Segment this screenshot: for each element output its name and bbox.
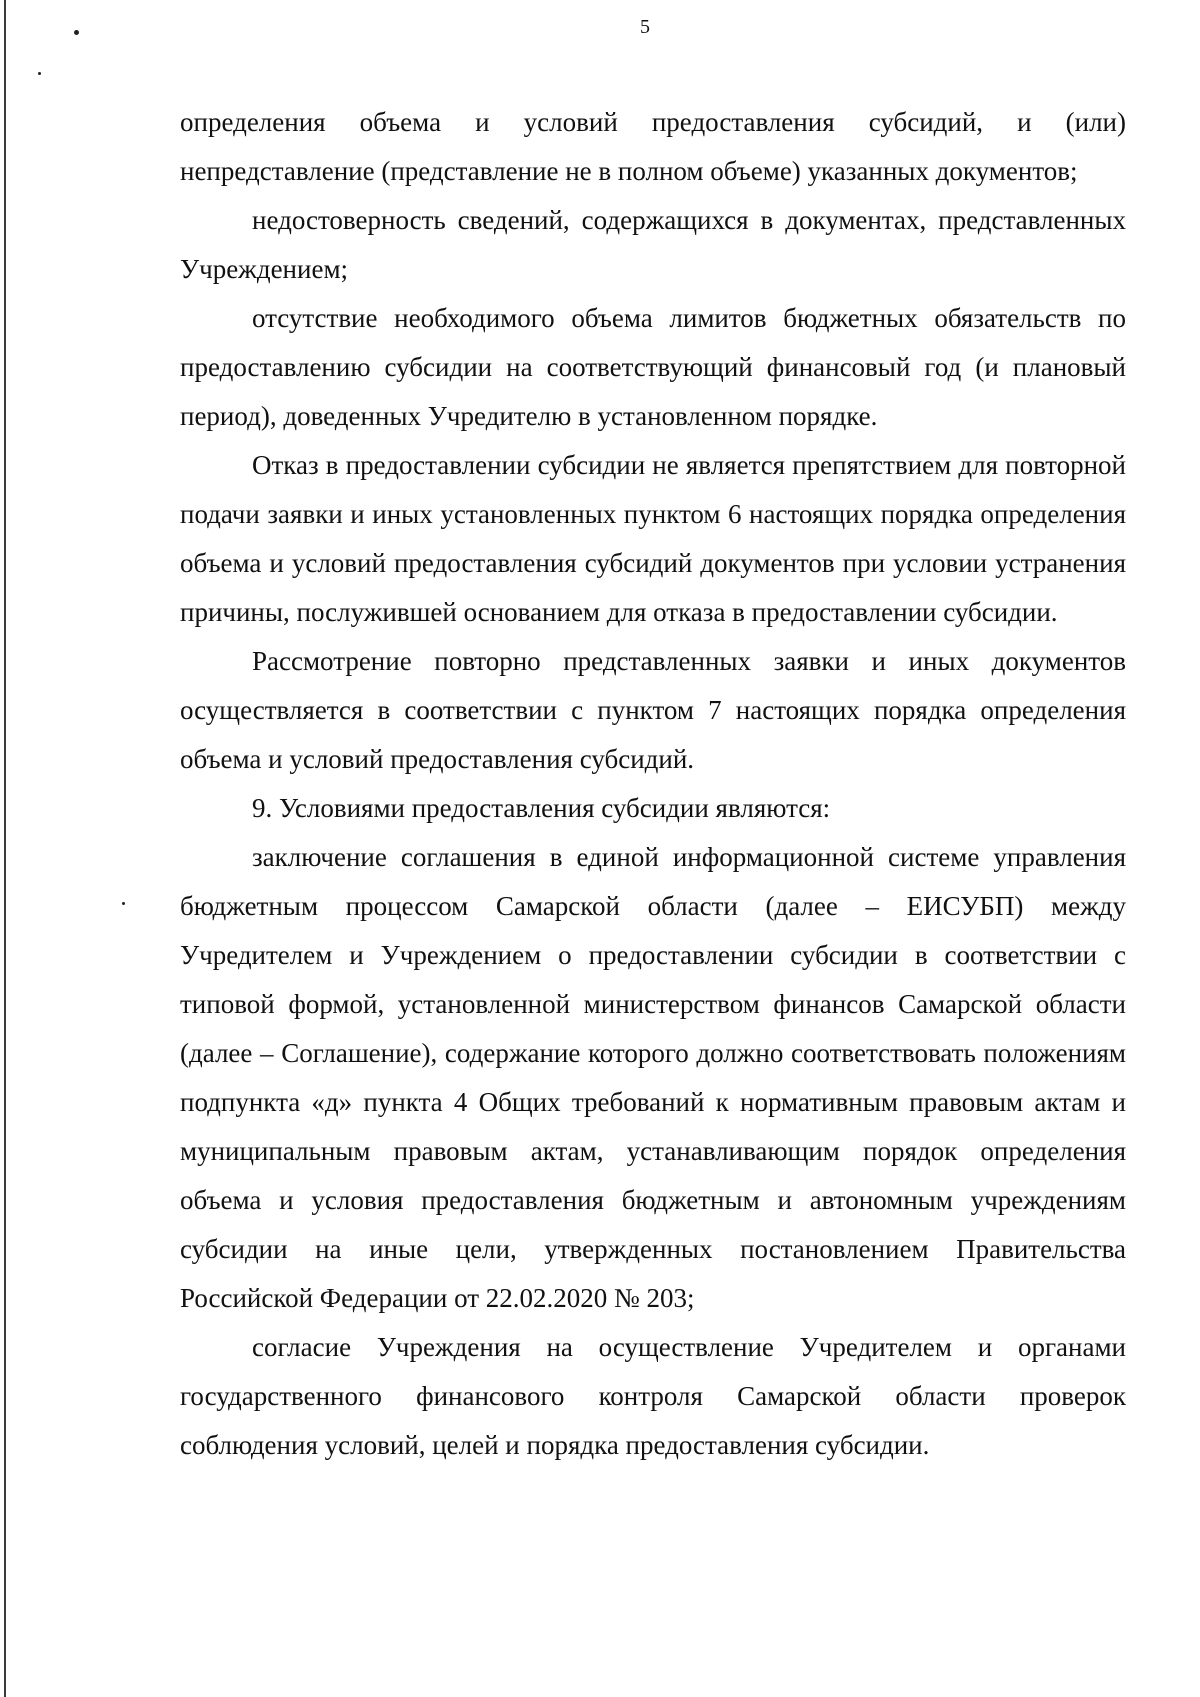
paragraph: согласие Учреждения на осуществление Учредителем и органами государственного финансового контроля Самарской области проверок соблюдения условий, целей и порядка предоставления субсидии. xyxy=(180,1332,1126,1460)
paragraph: Отказ в предоставлении субсидии не является препятствием для повторной подачи заявки и иных установленных пунктом 6 настоящих порядка определения объема и условий предоставления субсидий документов при условии устранения причины, послужившей основанием для отказа в предоставлении субсидии. xyxy=(180,450,1126,627)
paragraph: недостоверность сведений, содержащихся в документах, представленных Учреждением; xyxy=(180,205,1126,284)
scan-speck xyxy=(74,30,79,35)
scan-left-edge xyxy=(4,0,6,1697)
paragraph: Рассмотрение повторно представленных заявки и иных документов осуществляется в соответствии с пунктом 7 настоящих порядка определения объема и условий предоставления субсидий. xyxy=(180,646,1126,774)
paragraph: отсутствие необходимого объема лимитов бюджетных обязательств по предоставлению субсидии на соответствующий финансовый год (и плановый период), доведенных Учредителю в установленном порядке. xyxy=(180,303,1126,431)
scan-speck xyxy=(122,902,125,905)
paragraph: заключение соглашения в единой информационной системе управления бюджетным процессом Самарской области (далее – ЕИСУБП) между Учредителем и Учреждением о предоставлении субсидии в соответствии с типовой формой, установленной министерством финансов Самарской области (далее – Соглашение), содержание которого должно соответствовать положениям подпункта «д» пункта 4 Общих требований к нормативным правовым актам и муниципальным правовым актам, устанавливающим порядок определения объема и условия предоставления бюджетным и автономным учреждениям субсидии на иные цели, утвержденных постановлением Правительства Российской Федерации от 22.02.2020 № 203; xyxy=(180,842,1126,1313)
paragraph: определения объема и условий предоставления субсидий, и (или) непредставление (представление не в полном объеме) указанных документов; xyxy=(180,107,1126,186)
page-number: 5 xyxy=(640,16,650,38)
scan-speck xyxy=(38,72,41,75)
document-body xyxy=(180,98,1126,1470)
paragraph: 9. Условиями предоставления субсидии являются: xyxy=(252,793,831,823)
